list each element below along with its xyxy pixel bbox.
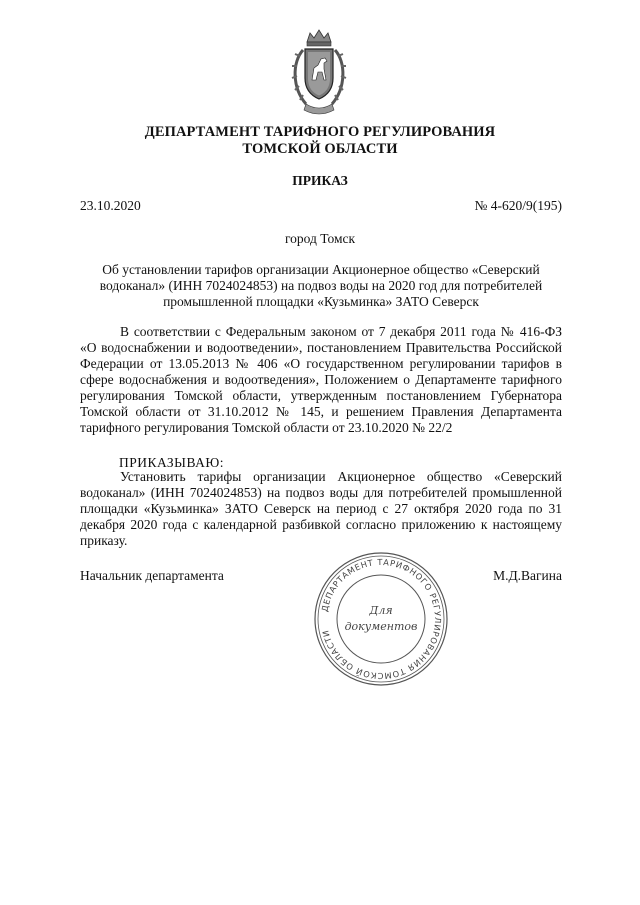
order-subject: Об установлении тарифов организации Акционерное общество «Северский водоканал» (ИНН 7024024853) на подвоз воды на 2020 год для потребителей промышленной площадки «Кузьминка» ЗАТО Северск — [99, 262, 543, 309]
department-name-line1: ДЕПАРТАМЕНТ ТАРИФНОГО РЕГУЛИРОВАНИЯ — [144, 124, 496, 140]
legal-basis-paragraph: В соответствии с Федеральным законом от 7 декабря 2011 года № 416-ФЗ «О водоснабжении и водоотведении», постановлением Правительства Российской Федерации от 13.05.2013 № 406 «О государственном регулировании тарифов в сфере водоснабжения и водоотведения», Положением о Департаменте тарифного регулирования Томской области, утвержденным постановлением Губернатора Томской области от 31.10.2012 № 145, и решением Правления Департамента тарифного регулирования Томской области от 23.10.2020 № 22/2 — [80, 324, 562, 435]
stamp-ring-text: ДЕПАРТАМЕНТ ТАРИФНОГО РЕГУЛИРОВАНИЯ ТОМСКОЙ ОБЛАСТИ — [319, 556, 444, 682]
stamp-center-line2: документов — [344, 620, 418, 633]
order-date: 23.10.2020 — [80, 198, 141, 213]
order-number: № 4-620/9(195) — [474, 198, 562, 213]
department-name-line2: ТОМСКОЙ ОБЛАСТИ — [242, 141, 398, 157]
tomsk-coat-of-arms-icon — [288, 28, 350, 116]
order-directive-word: ПРИКАЗЫВАЮ: — [119, 455, 224, 470]
order-city: город Томск — [284, 231, 356, 246]
official-stamp — [313, 551, 449, 687]
signer-position: Начальник департамента — [80, 568, 224, 583]
signer-name: М.Д.Вагина — [493, 568, 562, 583]
document-type-title: ПРИКАЗ — [292, 173, 348, 188]
order-directive-paragraph: Установить тарифы организации Акционерное общество «Северский водоканал» (ИНН 7024024853) на подвоз воды для потребителей промышленной площадки «Кузьминка» ЗАТО Северск на период с 27 октября 2020 года по 31 декабря 2020 года с календарной разбивкой согласно приложению к настоящему приказу. — [80, 469, 562, 548]
stamp-center-line1: Для — [369, 604, 393, 617]
